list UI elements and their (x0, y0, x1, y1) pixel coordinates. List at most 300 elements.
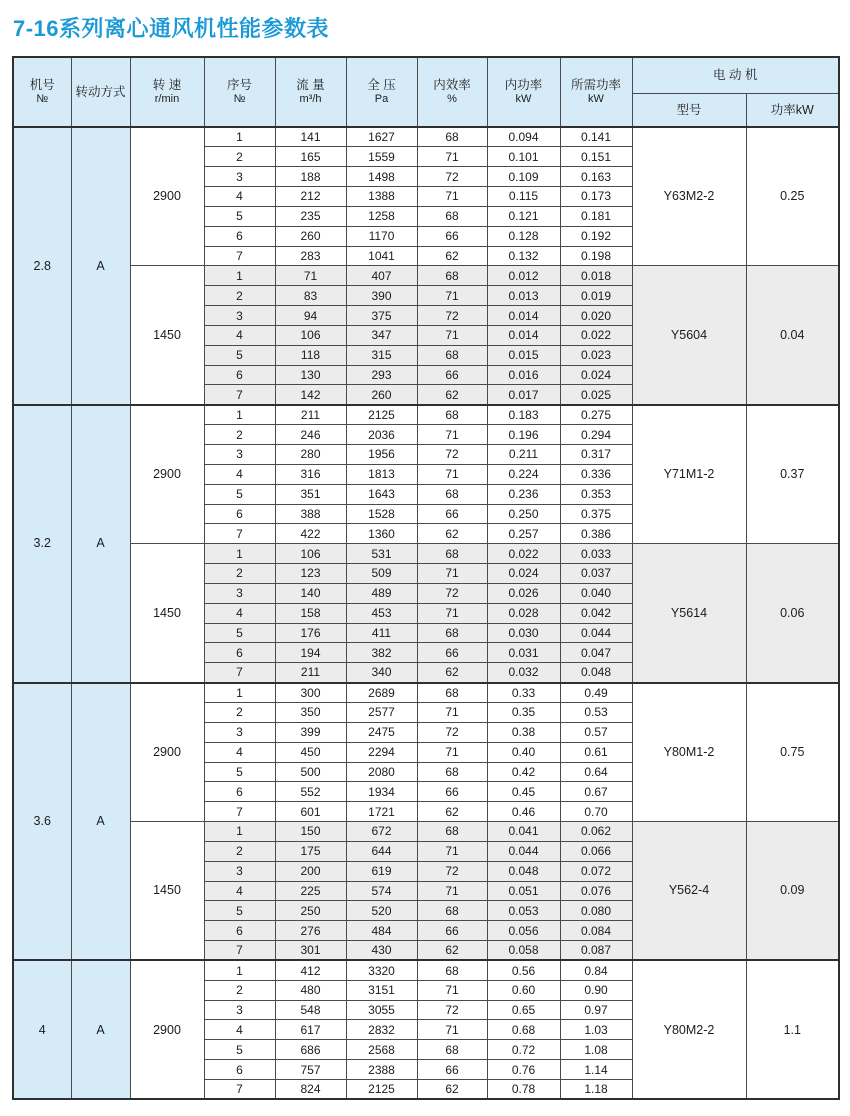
cell-machine-no: 3.6 (13, 683, 71, 961)
cell-required-power: 0.375 (560, 504, 632, 524)
cell-power: 0.026 (487, 583, 560, 603)
cell-required-power: 0.084 (560, 921, 632, 941)
cell-pressure: 1934 (346, 782, 417, 802)
cell-pressure: 293 (346, 365, 417, 385)
cell-power: 0.015 (487, 345, 560, 365)
col-unit: № (233, 93, 246, 106)
col-label: 电 动 机 (713, 68, 758, 83)
cell-pressure: 1041 (346, 246, 417, 266)
cell-efficiency: 66 (417, 365, 487, 385)
col-unit: № (36, 93, 49, 106)
cell-power: 0.250 (487, 504, 560, 524)
cell-efficiency: 71 (417, 881, 487, 901)
cell-power: 0.044 (487, 841, 560, 861)
cell-power: 0.121 (487, 206, 560, 226)
cell-power: 0.056 (487, 921, 560, 941)
cell-serial: 7 (204, 385, 275, 405)
cell-efficiency: 71 (417, 286, 487, 306)
cell-power: 0.183 (487, 405, 560, 425)
cell-power: 0.014 (487, 325, 560, 345)
table-row (13, 960, 839, 980)
cell-flow: 150 (275, 822, 346, 842)
cell-serial: 2 (204, 425, 275, 445)
cell-pressure: 1498 (346, 167, 417, 187)
page-title: 7-16系列离心通风机性能参数表 (13, 16, 330, 41)
cell-pressure: 1559 (346, 147, 417, 167)
cell-flow: 450 (275, 742, 346, 762)
cell-required-power: 0.317 (560, 445, 632, 465)
col-header-serial (204, 57, 275, 127)
cell-flow: 94 (275, 306, 346, 326)
cell-required-power: 0.90 (560, 980, 632, 1000)
fan-performance-table (12, 56, 840, 1100)
cell-motor-model: Y5614 (632, 544, 746, 683)
cell-serial: 3 (204, 861, 275, 881)
cell-flow: 617 (275, 1020, 346, 1040)
cell-efficiency: 68 (417, 901, 487, 921)
col-label: 内功率 (504, 78, 543, 92)
cell-motor-model: Y80M2-2 (632, 960, 746, 1099)
cell-pressure: 2388 (346, 1060, 417, 1080)
cell-power: 0.56 (487, 960, 560, 980)
col-label: 流 量 (296, 78, 325, 92)
cell-pressure: 531 (346, 544, 417, 564)
col-unit: % (447, 93, 457, 106)
cell-pressure: 375 (346, 306, 417, 326)
cell-efficiency: 71 (417, 564, 487, 584)
cell-serial: 4 (204, 1020, 275, 1040)
cell-power: 0.028 (487, 603, 560, 623)
col-label: 转动方式 (75, 84, 126, 99)
cell-required-power: 0.294 (560, 425, 632, 445)
cell-power: 0.115 (487, 187, 560, 207)
cell-required-power: 0.048 (560, 663, 632, 683)
cell-required-power: 1.03 (560, 1020, 632, 1040)
cell-required-power: 0.020 (560, 306, 632, 326)
cell-efficiency: 66 (417, 921, 487, 941)
cell-efficiency: 62 (417, 802, 487, 822)
cell-required-power: 0.70 (560, 802, 632, 822)
cell-flow: 757 (275, 1060, 346, 1080)
cell-efficiency: 68 (417, 206, 487, 226)
cell-pressure: 315 (346, 345, 417, 365)
cell-pressure: 1627 (346, 127, 417, 147)
cell-efficiency: 62 (417, 941, 487, 961)
cell-required-power: 0.386 (560, 524, 632, 544)
cell-serial: 1 (204, 822, 275, 842)
cell-drive-mode: A (71, 405, 130, 683)
cell-flow: 250 (275, 901, 346, 921)
cell-required-power: 0.022 (560, 325, 632, 345)
cell-flow: 276 (275, 921, 346, 941)
cell-flow: 130 (275, 365, 346, 385)
cell-serial: 1 (204, 960, 275, 980)
cell-motor-power: 0.06 (746, 544, 839, 683)
table-row (13, 683, 839, 703)
cell-flow: 211 (275, 405, 346, 425)
cell-serial: 3 (204, 583, 275, 603)
cell-efficiency: 68 (417, 405, 487, 425)
cell-serial: 6 (204, 1060, 275, 1080)
cell-flow: 500 (275, 762, 346, 782)
cell-motor-power: 0.37 (746, 405, 839, 544)
cell-power: 0.012 (487, 266, 560, 286)
cell-serial: 2 (204, 702, 275, 722)
cell-power: 0.40 (487, 742, 560, 762)
cell-efficiency: 72 (417, 167, 487, 187)
cell-efficiency: 68 (417, 484, 487, 504)
cell-pressure: 1360 (346, 524, 417, 544)
cell-required-power: 0.062 (560, 822, 632, 842)
cell-efficiency: 71 (417, 980, 487, 1000)
cell-efficiency: 62 (417, 1080, 487, 1100)
cell-serial: 2 (204, 841, 275, 861)
cell-efficiency: 72 (417, 1000, 487, 1020)
cell-efficiency: 66 (417, 1060, 487, 1080)
cell-flow: 399 (275, 722, 346, 742)
cell-flow: 280 (275, 445, 346, 465)
cell-flow: 200 (275, 861, 346, 881)
cell-pressure: 382 (346, 643, 417, 663)
cell-efficiency: 68 (417, 127, 487, 147)
header-row-1 (13, 57, 839, 93)
cell-power: 0.257 (487, 524, 560, 544)
cell-serial: 5 (204, 484, 275, 504)
cell-required-power: 0.018 (560, 266, 632, 286)
cell-flow: 141 (275, 127, 346, 147)
cell-pressure: 2832 (346, 1020, 417, 1040)
cell-pressure: 2475 (346, 722, 417, 742)
cell-required-power: 0.61 (560, 742, 632, 762)
cell-pressure: 3151 (346, 980, 417, 1000)
cell-serial: 3 (204, 722, 275, 742)
cell-efficiency: 72 (417, 306, 487, 326)
cell-serial: 3 (204, 445, 275, 465)
cell-serial: 5 (204, 345, 275, 365)
cell-pressure: 1170 (346, 226, 417, 246)
cell-efficiency: 66 (417, 504, 487, 524)
col-header-motor-model (632, 93, 746, 127)
cell-serial: 7 (204, 802, 275, 822)
cell-flow: 106 (275, 544, 346, 564)
cell-power: 0.65 (487, 1000, 560, 1020)
cell-speed: 2900 (130, 683, 204, 822)
cell-power: 0.78 (487, 1080, 560, 1100)
cell-required-power: 0.64 (560, 762, 632, 782)
cell-motor-power: 0.04 (746, 266, 839, 405)
cell-required-power: 0.040 (560, 583, 632, 603)
cell-power: 0.014 (487, 306, 560, 326)
cell-required-power: 0.173 (560, 187, 632, 207)
cell-motor-power: 0.09 (746, 822, 839, 961)
cell-flow: 176 (275, 623, 346, 643)
cell-machine-no: 3.2 (13, 405, 71, 683)
cell-flow: 71 (275, 266, 346, 286)
col-label: 机号 (29, 78, 55, 92)
col-label: 功率kW (770, 102, 814, 117)
cell-power: 0.38 (487, 722, 560, 742)
col-label: 全 压 (367, 78, 396, 92)
cell-flow: 175 (275, 841, 346, 861)
cell-efficiency: 62 (417, 663, 487, 683)
cell-flow: 212 (275, 187, 346, 207)
cell-flow: 283 (275, 246, 346, 266)
cell-speed: 1450 (130, 544, 204, 683)
col-unit: kW (588, 93, 604, 106)
col-label: 所需功率 (570, 78, 621, 92)
cell-serial: 6 (204, 643, 275, 663)
cell-flow: 165 (275, 147, 346, 167)
cell-required-power: 0.047 (560, 643, 632, 663)
cell-efficiency: 68 (417, 345, 487, 365)
cell-motor-model: Y71M1-2 (632, 405, 746, 544)
cell-flow: 548 (275, 1000, 346, 1020)
cell-required-power: 0.151 (560, 147, 632, 167)
cell-power: 0.030 (487, 623, 560, 643)
col-label: 转 速 (152, 78, 182, 92)
cell-power: 0.031 (487, 643, 560, 663)
cell-machine-no: 4 (13, 960, 71, 1099)
cell-pressure: 2125 (346, 1080, 417, 1100)
cell-required-power: 0.033 (560, 544, 632, 564)
cell-speed: 2900 (130, 405, 204, 544)
cell-speed: 2900 (130, 127, 204, 266)
cell-serial: 4 (204, 325, 275, 345)
cell-required-power: 0.087 (560, 941, 632, 961)
cell-required-power: 0.181 (560, 206, 632, 226)
cell-pressure: 260 (346, 385, 417, 405)
table-row (13, 266, 839, 286)
cell-flow: 351 (275, 484, 346, 504)
cell-efficiency: 68 (417, 960, 487, 980)
cell-required-power: 0.192 (560, 226, 632, 246)
cell-pressure: 340 (346, 663, 417, 683)
cell-efficiency: 68 (417, 762, 487, 782)
cell-pressure: 1643 (346, 484, 417, 504)
cell-required-power: 0.57 (560, 722, 632, 742)
cell-drive-mode: A (71, 683, 130, 961)
cell-serial: 4 (204, 187, 275, 207)
col-header-efficiency (417, 57, 487, 127)
cell-flow: 225 (275, 881, 346, 901)
cell-efficiency: 71 (417, 742, 487, 762)
cell-required-power: 0.163 (560, 167, 632, 187)
cell-efficiency: 68 (417, 544, 487, 564)
cell-efficiency: 72 (417, 722, 487, 742)
cell-power: 0.017 (487, 385, 560, 405)
cell-flow: 142 (275, 385, 346, 405)
cell-required-power: 0.275 (560, 405, 632, 425)
cell-drive-mode: A (71, 127, 130, 405)
cell-power: 0.048 (487, 861, 560, 881)
cell-flow: 824 (275, 1080, 346, 1100)
cell-efficiency: 71 (417, 187, 487, 207)
cell-power: 0.101 (487, 147, 560, 167)
cell-pressure: 2125 (346, 405, 417, 425)
cell-serial: 7 (204, 246, 275, 266)
cell-pressure: 390 (346, 286, 417, 306)
cell-pressure: 430 (346, 941, 417, 961)
cell-pressure: 2577 (346, 702, 417, 722)
cell-pressure: 2294 (346, 742, 417, 762)
col-header-drive-mode (71, 57, 130, 127)
cell-efficiency: 66 (417, 226, 487, 246)
cell-efficiency: 72 (417, 445, 487, 465)
cell-required-power: 0.141 (560, 127, 632, 147)
cell-flow: 158 (275, 603, 346, 623)
col-label: 型号 (676, 102, 702, 117)
cell-motor-power: 1.1 (746, 960, 839, 1099)
cell-required-power: 0.49 (560, 683, 632, 703)
cell-pressure: 411 (346, 623, 417, 643)
col-unit: kW (515, 93, 532, 106)
cell-flow: 388 (275, 504, 346, 524)
cell-power: 0.109 (487, 167, 560, 187)
cell-required-power: 0.97 (560, 1000, 632, 1020)
cell-power: 0.68 (487, 1020, 560, 1040)
cell-efficiency: 71 (417, 1020, 487, 1040)
col-header-pressure (346, 57, 417, 127)
cell-power: 0.022 (487, 544, 560, 564)
cell-power: 0.041 (487, 822, 560, 842)
cell-efficiency: 71 (417, 425, 487, 445)
cell-required-power: 0.072 (560, 861, 632, 881)
cell-flow: 300 (275, 683, 346, 703)
cell-required-power: 0.025 (560, 385, 632, 405)
cell-motor-power: 0.75 (746, 683, 839, 822)
col-label: 内效率 (433, 78, 471, 92)
cell-pressure: 2036 (346, 425, 417, 445)
col-label: 序号 (226, 78, 252, 92)
cell-serial: 2 (204, 564, 275, 584)
cell-power: 0.211 (487, 445, 560, 465)
cell-power: 0.45 (487, 782, 560, 802)
cell-efficiency: 62 (417, 246, 487, 266)
cell-power: 0.094 (487, 127, 560, 147)
cell-serial: 7 (204, 524, 275, 544)
cell-power: 0.013 (487, 286, 560, 306)
cell-efficiency: 68 (417, 1040, 487, 1060)
cell-pressure: 672 (346, 822, 417, 842)
col-unit: Pa (374, 93, 389, 106)
cell-serial: 5 (204, 623, 275, 643)
cell-required-power: 0.024 (560, 365, 632, 385)
cell-serial: 5 (204, 901, 275, 921)
col-header-speed (130, 57, 204, 127)
cell-serial: 1 (204, 683, 275, 703)
cell-flow: 422 (275, 524, 346, 544)
cell-power: 0.72 (487, 1040, 560, 1060)
cell-motor-model: Y63M2-2 (632, 127, 746, 266)
cell-serial: 1 (204, 544, 275, 564)
cell-required-power: 0.044 (560, 623, 632, 643)
cell-power: 0.051 (487, 881, 560, 901)
cell-serial: 1 (204, 127, 275, 147)
cell-efficiency: 68 (417, 822, 487, 842)
cell-serial: 5 (204, 762, 275, 782)
cell-serial: 7 (204, 941, 275, 961)
cell-flow: 211 (275, 663, 346, 683)
cell-serial: 2 (204, 147, 275, 167)
cell-serial: 4 (204, 603, 275, 623)
cell-power: 0.196 (487, 425, 560, 445)
cell-efficiency: 71 (417, 702, 487, 722)
cell-power: 0.032 (487, 663, 560, 683)
cell-pressure: 509 (346, 564, 417, 584)
cell-machine-no: 2.8 (13, 127, 71, 405)
cell-required-power: 0.037 (560, 564, 632, 584)
cell-serial: 3 (204, 1000, 275, 1020)
cell-required-power: 0.67 (560, 782, 632, 802)
cell-power: 0.016 (487, 365, 560, 385)
cell-power: 0.132 (487, 246, 560, 266)
cell-pressure: 3320 (346, 960, 417, 980)
cell-efficiency: 71 (417, 147, 487, 167)
col-header-motor-power (746, 93, 839, 127)
cell-required-power: 1.14 (560, 1060, 632, 1080)
cell-pressure: 619 (346, 861, 417, 881)
cell-pressure: 1528 (346, 504, 417, 524)
cell-flow: 601 (275, 802, 346, 822)
cell-required-power: 0.353 (560, 484, 632, 504)
cell-flow: 188 (275, 167, 346, 187)
cell-serial: 7 (204, 1080, 275, 1100)
cell-efficiency: 71 (417, 464, 487, 484)
cell-flow: 301 (275, 941, 346, 961)
cell-power: 0.053 (487, 901, 560, 921)
cell-serial: 4 (204, 742, 275, 762)
col-unit: r/min (154, 93, 180, 106)
col-unit: m³/h (299, 93, 322, 106)
cell-power: 0.024 (487, 564, 560, 584)
cell-efficiency: 66 (417, 782, 487, 802)
cell-serial: 6 (204, 504, 275, 524)
cell-speed: 1450 (130, 266, 204, 405)
cell-serial: 1 (204, 405, 275, 425)
cell-serial: 6 (204, 365, 275, 385)
cell-flow: 123 (275, 564, 346, 584)
cell-flow: 350 (275, 702, 346, 722)
table-header (13, 57, 839, 127)
cell-flow: 412 (275, 960, 346, 980)
cell-required-power: 0.066 (560, 841, 632, 861)
col-header-required-power (560, 57, 632, 127)
cell-efficiency: 68 (417, 683, 487, 703)
cell-serial: 1 (204, 266, 275, 286)
cell-serial: 6 (204, 921, 275, 941)
cell-flow: 140 (275, 583, 346, 603)
cell-flow: 316 (275, 464, 346, 484)
cell-efficiency: 66 (417, 643, 487, 663)
cell-flow: 118 (275, 345, 346, 365)
cell-pressure: 520 (346, 901, 417, 921)
cell-flow: 480 (275, 980, 346, 1000)
cell-serial: 3 (204, 306, 275, 326)
table-row (13, 544, 839, 564)
cell-pressure: 2568 (346, 1040, 417, 1060)
cell-required-power: 1.18 (560, 1080, 632, 1100)
cell-serial: 5 (204, 206, 275, 226)
col-header-motor (632, 57, 839, 93)
cell-pressure: 347 (346, 325, 417, 345)
cell-required-power: 0.84 (560, 960, 632, 980)
table-body (13, 127, 839, 1099)
cell-power: 0.76 (487, 1060, 560, 1080)
col-header-machine-no (13, 57, 71, 127)
cell-flow: 83 (275, 286, 346, 306)
cell-flow: 246 (275, 425, 346, 445)
cell-required-power: 0.076 (560, 881, 632, 901)
